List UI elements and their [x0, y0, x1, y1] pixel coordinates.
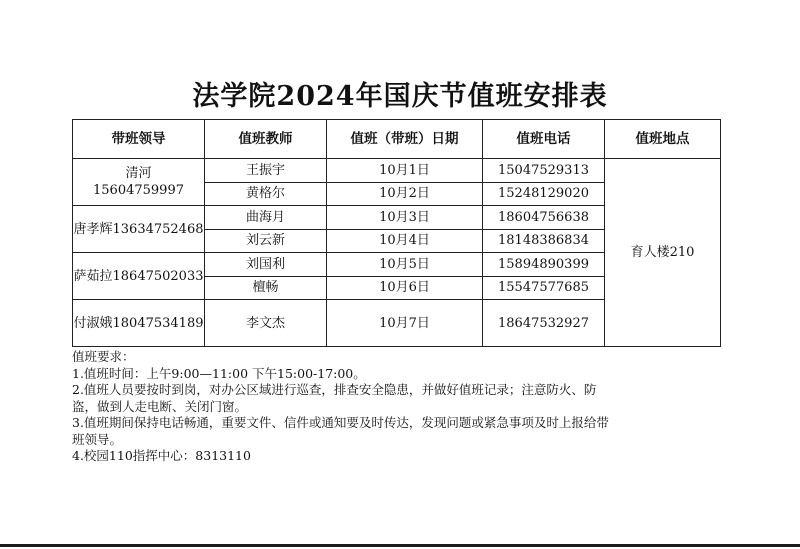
date-cell: 10月4日: [327, 229, 483, 253]
date-cell: 10月2日: [327, 182, 483, 206]
table-row: [73, 159, 721, 183]
phone-cell: 18604756638: [483, 206, 605, 230]
location-cell: 育人楼210: [605, 159, 721, 347]
table-header-row: [73, 120, 721, 159]
page-title: 法学院2024年国庆节值班安排表: [192, 81, 608, 112]
header-teacher: 值班教师: [205, 120, 327, 159]
requirement-item: 3.值班期间保持电话畅通，重要文件、信件或通知要及时传达，发现问题或紧急事项及时上报给带: [72, 415, 609, 430]
teacher-cell: 曲海月: [205, 206, 327, 230]
header-leader: 带班领导: [73, 120, 205, 159]
date-cell: 10月3日: [327, 206, 483, 230]
date-cell: 10月6日: [327, 276, 483, 300]
phone-cell: 15047529313: [483, 159, 605, 183]
teacher-cell: 黄格尔: [205, 182, 327, 206]
leader-cell: [73, 159, 205, 206]
leader-cell: 付淑娥18047534189: [73, 300, 205, 347]
duty-schedule-table: [72, 119, 721, 347]
date-cell: 10月5日: [327, 253, 483, 277]
leader-cell: 萨茹拉18647502033: [73, 253, 205, 300]
teacher-cell: 刘国利: [205, 253, 327, 277]
date-cell: 10月7日: [327, 300, 483, 347]
phone-cell: 18647532927: [483, 300, 605, 347]
phone-cell: 15547577685: [483, 276, 605, 300]
teacher-cell: 刘云新: [205, 229, 327, 253]
date-cell: 10月1日: [327, 159, 483, 183]
duty-requirements: [72, 349, 732, 465]
leader-name: 清河: [125, 166, 152, 181]
phone-cell: 15894890399: [483, 253, 605, 277]
requirement-item: 盗，做到人走电断、关闭门窗。: [72, 398, 248, 414]
requirement-item: 1.值班时间：上午9:00—11:00 下午15:00-17:00。: [72, 365, 366, 381]
bottom-divider: [0, 544, 800, 547]
phone-cell: 18148386834: [483, 229, 605, 253]
phone-cell: 15248129020: [483, 182, 605, 206]
header-date: 值班（带班）日期: [327, 120, 483, 159]
leader-phone: 15604759997: [93, 183, 184, 198]
header-phone: 值班电话: [483, 120, 605, 159]
leader-cell: 唐孝辉13634752468: [73, 206, 205, 253]
header-location: 值班地点: [605, 120, 721, 159]
requirement-item: 2.值班人员要按时到岗，对办公区域进行巡查，排查安全隐患，并做好值班记录；注意防火、防: [72, 382, 597, 397]
requirement-item: 班领导。: [72, 431, 123, 447]
requirement-item: 4.校园110指挥中心：8313110: [72, 448, 251, 463]
teacher-cell: 檀畅: [205, 276, 327, 300]
teacher-cell: 王振宇: [205, 159, 327, 183]
requirements-heading: 值班要求：: [72, 349, 135, 364]
teacher-cell: 李文杰: [205, 300, 327, 347]
